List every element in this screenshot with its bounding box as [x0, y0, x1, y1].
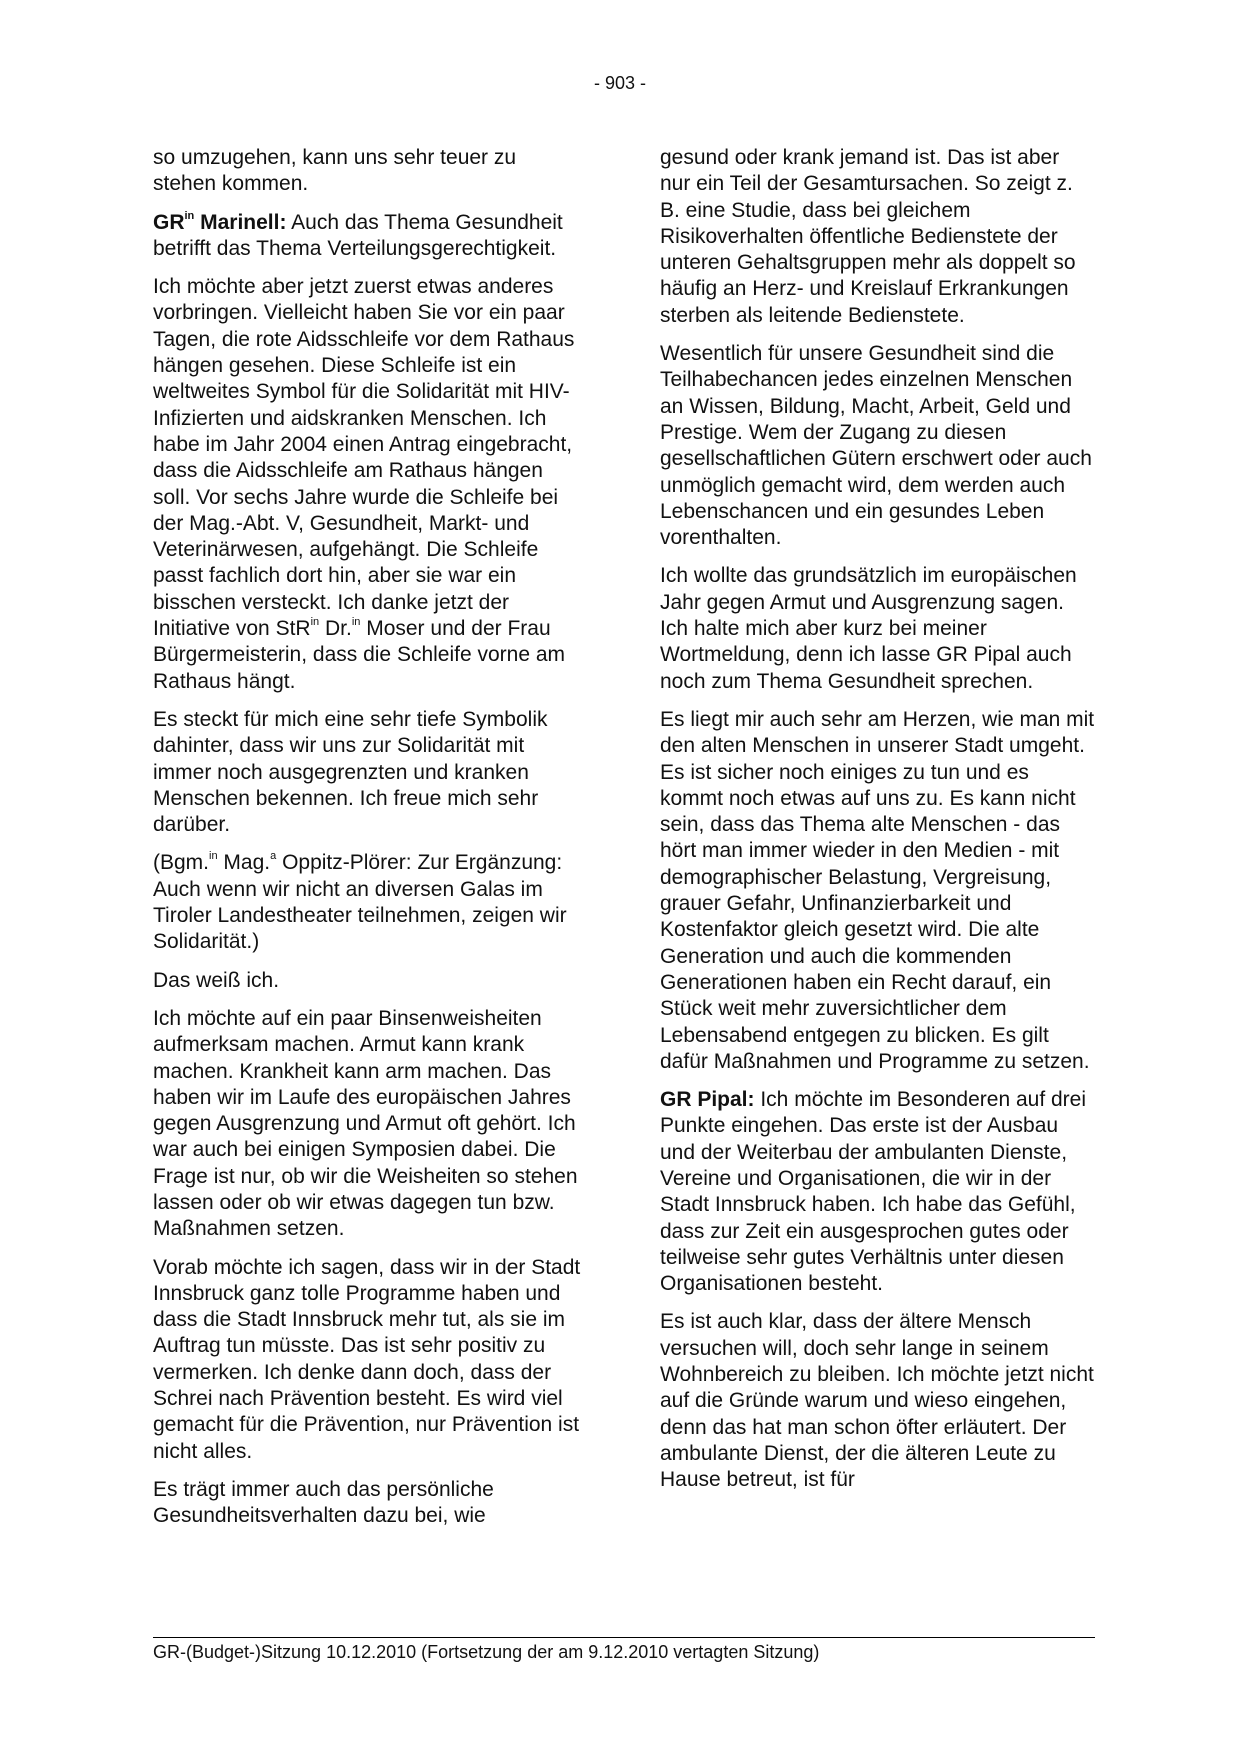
speech-pipal: GR Pipal: Ich möchte im Besonderen auf drei Punkte eingehen. Das erste ist der Ausbau und der Weiterbau der ambulanten Dienste, Vereine und Organisationen, die wir in der Stadt Innsbruck haben. Ich habe das Gefühl, dass zur Zeit ein ausgesprochen gutes oder teilweise sehr gutes Verhältnis unter diesen Organisationen besteht. [660, 1088, 1087, 1296]
speaker-label: $GR^{in}$ Marinell: [153, 209, 287, 234]
paragraph: gesund oder krank jemand ist. Das ist aber nur ein Teil der Gesamtursachen. So zeigt z. B. eine Studie, dass bei gleichem Risikoverhalten öffentliche Bedienstete der unteren Gehaltsgruppen mehr als doppelt so häufig an Herz- und Kreislauf Erkrankungen sterben als leitende Bedienstete. [660, 146, 1076, 327]
paragraph: Ich möchte auf ein paar Binsenweisheiten aufmerksam machen. Armut kann krank machen. Krankheit kann arm machen. Das haben wir im Laufe des europäischen Jahres gegen Ausgrenzung und Armut oft gehört. Ich war auch bei einigen Symposien dabei. Die Frage ist nur, ob wir die Weisheiten so stehen lassen oder ob wir etwas dagegen tun bzw. Maßnahmen setzen. [153, 1006, 578, 1241]
page-number: - 903 - [593, 73, 647, 93]
paragraph: Wesentlich für unsere Gesundheit sind die Teilhabechancen jedes einzelnen Menschen an Wissen, Bildung, Macht, Arbeit, Geld und Prestige. Wem der Zugang zu diesen gesellschaftlichen Gütern erschwert oder auch unmöglich gemacht wird, dem werden auch Lebenschancen und ein gesundes Leben vorenthalten. [660, 342, 1092, 550]
left-column [153, 145, 583, 1530]
paragraph: Es liegt mir auch sehr am Herzen, wie man mit den alten Menschen in unserer Stadt umgeht. Es ist sicher noch einiges zu tun und es kommt noch etwas auf uns zu. Es kann nicht sein, dass das Thema alte Menschen - das hört man immer wieder in den Medien - mit demographischer Belastung, Vergreisung, grauer Gefahr, Unfinanzierbarkeit und Kostenfaktor gleich gesetzt wird. Die alte Generation und auch die kommenden Generationen haben ein Recht darauf, ein Stück weit mehr zuversichtlicher dem Lebensabend entgegen zu blicken. Es gilt dafür Maßnahmen und Programme zu setzen. [660, 707, 1095, 1073]
footer-divider [153, 1637, 1095, 1638]
paragraph: Ich wollte das grundsätzlich im europäischen Jahr gegen Armut und Ausgrenzung sagen. Ich halte mich aber kurz bei meiner Wortmeldung, denn ich lasse GR Pipal auch noch zum Thema Gesundheit sprechen. [660, 564, 1077, 693]
right-column [660, 145, 1095, 1494]
footer-session-info: GR-(Budget-)Sitzung 10.12.2010 (Fortsetzung der am 9.12.2010 vertagten Sitzung) [153, 1642, 820, 1662]
paragraph: Es trägt immer auch das persönliche Gesundheitsverhalten dazu bei, wie [153, 1477, 494, 1528]
paragraph: Vorab möchte ich sagen, dass wir in der Stadt Innsbruck ganz tolle Programme haben und dass die Stadt Innsbruck mehr tut, als sie im Auftrag tun müsste. Das ist sehr positiv zu vermerken. Ich denke dann doch, dass der Schrei nach Prävention besteht. Es wird viel gemacht für die Prävention, nur Prävention ist nicht alles. [153, 1255, 581, 1463]
speech-marinell: $GR^{in}$ Marinell: Auch das Thema Gesundheit betrifft das Thema Verteilungsgerechtigkeit. [153, 209, 563, 260]
paragraph: so umzugehen, kann uns sehr teuer zu stehen kommen. [153, 146, 517, 196]
paragraph: Ich möchte aber jetzt zuerst etwas anderes vorbringen. Vielleicht haben Sie vor ein paar Tagen, die rote Aidsschleife vor dem Rathaus hängen gesehen. Diese Schleife ist ein weltweites Symbol für die Solidarität mit HIV-Infizierten und aidskranken Menschen. Ich habe im Jahr 2004 einen Antrag eingebracht, dass die Aidsschleife am Rathaus hängen soll. Vor sechs Jahre wurde die Schleife bei der Mag.-Abt. V, Gesundheit, Markt- und Veterinärwesen, aufgehängt. Die Schleife passt fachlich dort hin, aber sie war ein bisschen versteckt. Ich danke jetzt der Initiative von StR$^{in}$ Dr.$^{in}$ Moser und der Frau Bürgermeisterin, dass die Schleife vorne am Rathaus hängt. [153, 275, 575, 693]
paragraph: Es steckt für mich eine sehr tiefe Symbolik dahinter, dass wir uns zur Solidarität mit immer noch ausgegrenzten und kranken Menschen bekennen. Ich freue mich sehr darüber. [153, 707, 548, 837]
paragraph: Das weiß ich. [153, 968, 280, 992]
paragraph: Es ist auch klar, dass der ältere Mensch versuchen will, doch sehr lange in seinem Wohnbereich zu bleiben. Ich möchte jetzt nicht auf die Gründe warum und wieso eingehen, denn das hat man schon öfter erläutert. Der ambulante Dienst, der die älteren Leute zu Hause betreut, ist für [660, 1310, 1094, 1492]
speaker-label: GR Pipal: [660, 1088, 755, 1112]
interjection: (Bgm.$^{in}$ Mag.$^a$ Oppitz-Plörer: Zur Ergänzung: Auch wenn wir nicht an diversen Galas im Tiroler Landestheater teilnehmen, zeigen wir Solidarität.) [153, 850, 567, 954]
